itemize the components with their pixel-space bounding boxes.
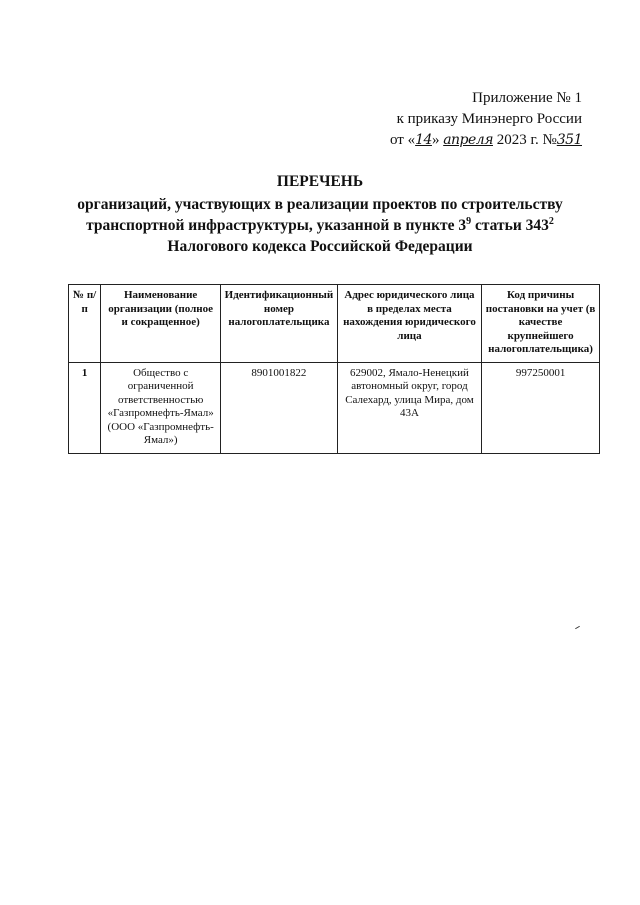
order-month-handwritten: апреля	[443, 132, 493, 148]
organizations-table	[68, 284, 600, 454]
header-kpp: Код причины постановки на учет (в качестве крупнейшего налогоплательщика)	[482, 285, 600, 363]
title-line-1: организаций, участвующих в реализации проектов по строительству	[77, 196, 563, 213]
title-line-3: Налогового кодекса Российской Федерации	[167, 238, 473, 255]
cell-kpp: 997250001	[482, 362, 600, 453]
cell-number: 1	[69, 362, 101, 453]
order-year: 2023 г. №	[492, 132, 557, 148]
order-number-handwritten: 351	[556, 132, 582, 148]
header-number: № п/п	[69, 285, 101, 363]
title-heading: ПЕРЕЧЕНЬ	[276, 173, 364, 190]
annex-title: Приложение № 1	[472, 90, 582, 106]
scan-mark	[575, 626, 580, 629]
header-address: Адрес юридического лица в пределах места нахождения юридического лица	[337, 285, 481, 363]
title-line-2-text-a: транспортной инфраструктуры, указанной в пункте 3	[86, 217, 467, 234]
table-header-row	[69, 285, 600, 363]
annex-header	[390, 88, 582, 151]
order-date-prefix: от «	[390, 132, 416, 148]
title-line-2-text-b: статьи 343	[471, 217, 549, 234]
cell-inn: 8901001822	[221, 362, 338, 453]
document-title	[60, 171, 580, 257]
title-superscript-2: 2	[548, 215, 554, 227]
annex-order-reference: к приказу Минэнерго России	[396, 111, 582, 127]
order-date-mid: »	[431, 132, 444, 148]
title-superscript-1: 9	[466, 215, 472, 227]
order-day-handwritten: 14	[415, 132, 432, 148]
cell-address: 629002, Ямало-Ненецкий автономный округ, город Салехард, улица Мира, дом 43А	[337, 362, 481, 453]
cell-organization-name: Общество с ограниченной ответственностью «Газпромнефть-Ямал» (ООО «Газпромнефть-Ямал»)	[101, 362, 221, 453]
header-inn: Идентификационный номер налогоплательщика	[221, 285, 338, 363]
table-row	[69, 362, 600, 453]
header-organization-name: Наименование организации (полное и сокращенное)	[101, 285, 221, 363]
title-line-2	[60, 215, 580, 236]
annex-order-date	[390, 130, 582, 151]
